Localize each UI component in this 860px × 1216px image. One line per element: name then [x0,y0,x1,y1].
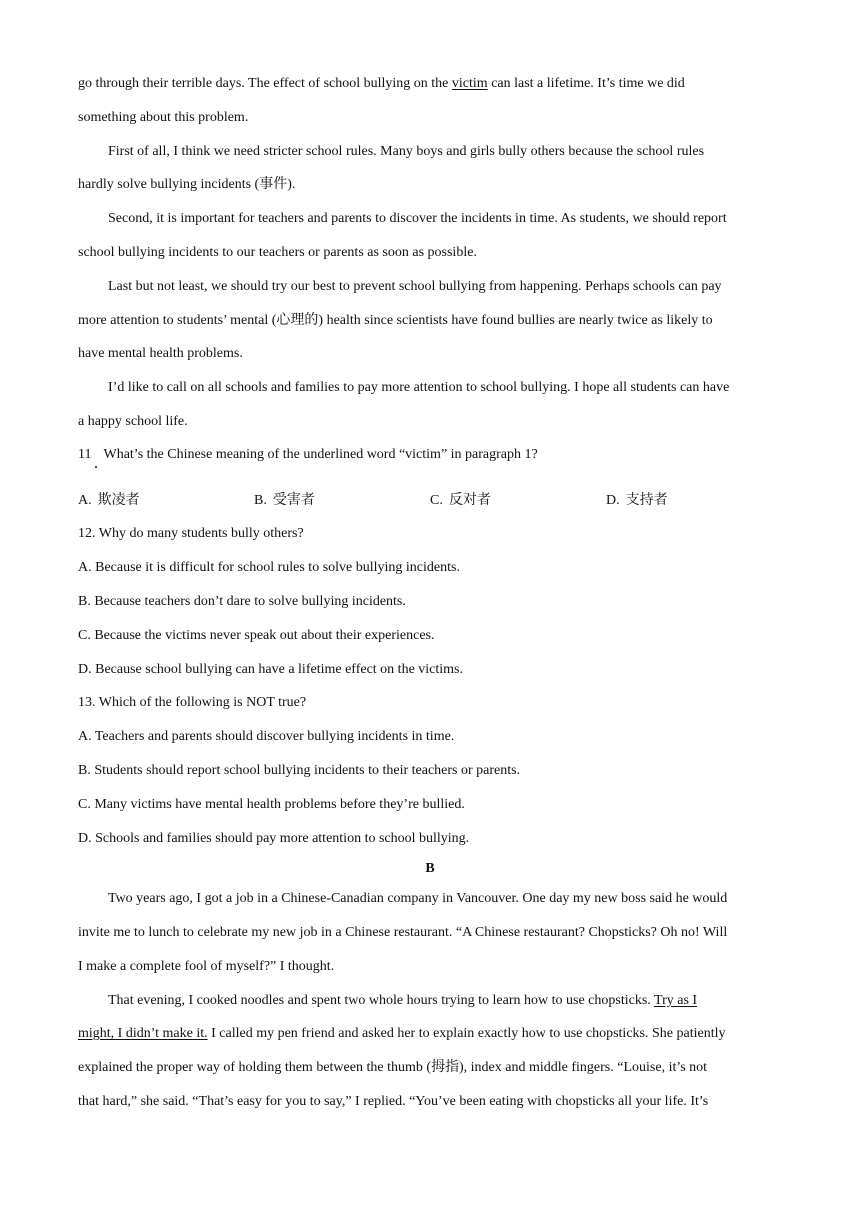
question-13-option-a[interactable]: A. Teachers and parents should discover bullying incidents in time. [78,729,455,744]
question-13-option-d[interactable]: D. Schools and families should pay more attention to school bullying. [78,831,470,846]
passage-b-line-2: invite me to lunch to celebrate my new job in a Chinese restaurant. “A Chinese restaurant? Chopsticks? Oh no! Will [78,925,728,940]
passage-b-line-1: Two years ago, I got a job in a Chinese-Canadian company in Vancouver. One day my new boss said he would [108,891,728,906]
option-text: 反对者 [448,492,491,508]
option-text: 受害者 [272,492,315,508]
passage-a-line-4: hardly solve bullying incidents (事件). [78,177,296,192]
passage-a-line-1 [78,74,685,94]
question-11-text: What’s the Chinese meaning of the underlined word “victim” in paragraph 1? [103,447,538,462]
option-letter: B. [254,493,267,508]
question-11-option-c[interactable] [430,490,491,510]
section-b-heading: B [425,861,435,876]
underlined-sentence-part-1: Try as I [654,993,698,1008]
passage-b-line-6: explained the proper way of holding them between the thumb (拇指), index and middle fingers. “Louise, it’s not [78,1060,708,1075]
passage-a-line-10: I’d like to call on all schools and families to pay more attention to school bullying. I hope all students can have [108,380,730,395]
question-11-stem [78,445,538,465]
passage-a-line-2: something about this problem. [78,110,249,125]
passage-a-line-11: a happy school life. [78,414,188,429]
question-11-option-a[interactable] [78,490,140,510]
passage-b-line-4 [108,991,697,1011]
passage-a-line-8: more attention to students’ mental (心理的) health since scientists have found bullies are nearly twice as likely to [78,313,713,328]
text-run: That evening, I cooked noodles and spent two whole hours trying to learn how to use chopsticks. [108,993,655,1008]
question-12-option-d[interactable]: D. Because school bullying can have a lifetime effect on the victims. [78,662,464,677]
underlined-sentence-part-2: might, I didn’t make it. [78,1026,208,1041]
passage-a-line-5: Second, it is important for teachers and parents to discover the incidents in time. As students, we should report [108,211,727,226]
question-11-number: 11 [78,447,92,462]
option-letter: A. [78,493,92,508]
question-13-option-b[interactable]: B. Students should report school bullying incidents to their teachers or parents. [78,763,521,778]
question-number-dot [95,466,97,468]
option-text: 支持者 [625,492,668,508]
underlined-word-victim: victim [451,76,488,91]
option-letter: C. [430,493,443,508]
text-run: go through their terrible days. The effect of school bullying on the [78,76,452,91]
question-11-option-b[interactable] [254,490,315,510]
text-run: I called my pen friend and asked her to explain exactly how to use chopsticks. She patiently [207,1026,726,1041]
passage-a-line-6: school bullying incidents to our teachers or parents as soon as possible. [78,245,477,260]
option-letter: D. [606,493,620,508]
question-11-option-d[interactable] [606,490,668,510]
passage-a-line-7: Last but not least, we should try our best to prevent school bullying from happening. Perhaps schools can pay [108,279,722,294]
question-13-option-c[interactable]: C. Many victims have mental health problems before they’re bullied. [78,797,465,812]
option-text: 欺凌者 [97,492,140,508]
text-run: can last a lifetime. It’s time we did [487,76,685,91]
question-13-stem: 13. Which of the following is NOT true? [78,695,307,710]
passage-b-line-7: that hard,” she said. “That’s easy for you to say,” I replied. “You’ve been eating with chopsticks all your life. It’s [78,1094,709,1109]
question-12-option-b[interactable]: B. Because teachers don’t dare to solve bullying incidents. [78,594,406,609]
passage-a-line-9: have mental health problems. [78,346,243,361]
passage-a-line-3: First of all, I think we need stricter school rules. Many boys and girls bully others because the school rules [108,144,705,159]
question-12-stem: 12. Why do many students bully others? [78,526,304,541]
passage-b-line-5 [78,1024,725,1044]
question-12-option-c[interactable]: C. Because the victims never speak out about their experiences. [78,628,435,643]
passage-b-line-3: I make a complete fool of myself?” I thought. [78,959,335,974]
question-12-option-a[interactable]: A. Because it is difficult for school rules to solve bullying incidents. [78,560,460,575]
